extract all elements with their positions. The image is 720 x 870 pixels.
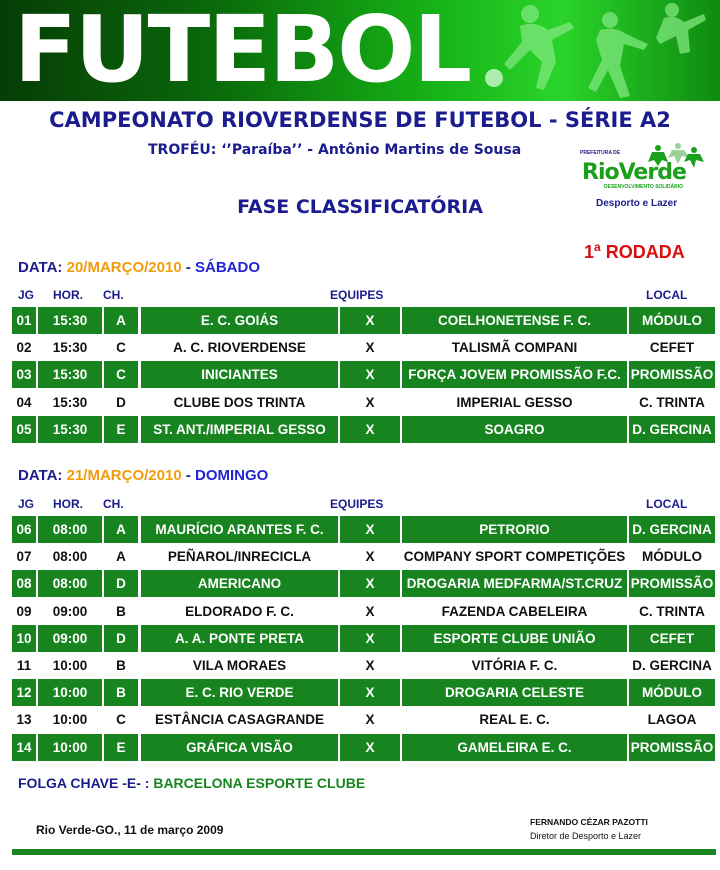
game-number: 13 bbox=[16, 712, 32, 728]
table-row bbox=[12, 625, 715, 652]
table-row bbox=[12, 543, 715, 570]
versus-mark: X bbox=[340, 570, 400, 597]
versus-mark: X bbox=[340, 516, 400, 543]
logo-prefeitura: PREFEITURA DE bbox=[580, 150, 621, 156]
date-line-sunday bbox=[18, 467, 268, 484]
game-time: 08:00 bbox=[38, 516, 102, 543]
game-time: 10:00 bbox=[52, 658, 88, 673]
venue: CEFET bbox=[629, 625, 715, 652]
venue: PROMISSÃO bbox=[629, 361, 715, 388]
home-team: GRÁFICA VISÃO bbox=[141, 734, 338, 761]
game-time: 10:00 bbox=[38, 734, 102, 761]
round-number: 1 bbox=[584, 242, 595, 262]
logo-name: RioVerde bbox=[582, 160, 686, 185]
versus-mark: X bbox=[340, 361, 400, 388]
table-header bbox=[0, 497, 720, 513]
home-team: VILA MORAES bbox=[192, 658, 287, 673]
table-row bbox=[12, 706, 715, 733]
away-team: COMPANY SPORT COMPETIÇÕES bbox=[403, 549, 626, 565]
away-team: FORÇA JOVEM PROMISSÃO F.C. bbox=[402, 361, 627, 388]
away-team: REAL E. C. bbox=[479, 712, 550, 728]
table-row bbox=[12, 570, 715, 597]
date-separator: - bbox=[185, 467, 191, 484]
game-number: 03 bbox=[12, 361, 36, 388]
table-header bbox=[0, 288, 720, 304]
game-number: 01 bbox=[12, 307, 36, 334]
col-local: LOCAL bbox=[646, 288, 688, 302]
game-number: 14 bbox=[12, 734, 36, 761]
venue: C. TRINTA bbox=[639, 603, 705, 619]
game-number: 06 bbox=[12, 516, 36, 543]
weekday: DOMINGO bbox=[195, 467, 269, 484]
round-ordinal: a bbox=[594, 240, 601, 254]
venue: MÓDULO bbox=[629, 307, 715, 334]
home-team: MAURÍCIO ARANTES F. C. bbox=[141, 516, 338, 543]
game-number: 05 bbox=[12, 416, 36, 443]
col-hor: HOR. bbox=[53, 497, 83, 511]
date-label: DATA: bbox=[18, 259, 63, 276]
home-team: ELDORADO F. C. bbox=[185, 603, 294, 619]
header-banner bbox=[0, 0, 720, 101]
venue: PROMISSÃO bbox=[629, 734, 715, 761]
game-time: 08:00 bbox=[38, 570, 102, 597]
game-time: 09:00 bbox=[38, 625, 102, 652]
game-number: 08 bbox=[12, 570, 36, 597]
game-group: D bbox=[116, 394, 126, 410]
table-row bbox=[12, 598, 715, 625]
game-time: 15:30 bbox=[38, 416, 102, 443]
footer-bar bbox=[12, 849, 716, 855]
game-time: 15:30 bbox=[38, 307, 102, 334]
home-team: ESTÂNCIA CASAGRANDE bbox=[154, 712, 324, 728]
game-group: A bbox=[104, 307, 138, 334]
game-group: D bbox=[104, 570, 138, 597]
place-date: Rio Verde-GO., 11 de março 2009 bbox=[36, 823, 224, 837]
game-group: D bbox=[104, 625, 138, 652]
versus-mark: X bbox=[365, 603, 375, 619]
col-equipes: EQUIPES bbox=[330, 288, 384, 302]
venue: D. GERCINA bbox=[632, 658, 712, 673]
versus-mark: X bbox=[365, 394, 375, 410]
bye-label: FOLGA CHAVE -E- : bbox=[18, 775, 150, 791]
date-label: DATA: bbox=[18, 467, 63, 484]
versus-mark: X bbox=[340, 625, 400, 652]
home-team: INICIANTES bbox=[141, 361, 338, 388]
away-team: IMPERIAL GESSO bbox=[456, 394, 573, 410]
home-team: A. C. RIOVERDENSE bbox=[173, 340, 306, 356]
game-time: 08:00 bbox=[52, 549, 88, 565]
game-group: E bbox=[104, 416, 138, 443]
venue: LAGOA bbox=[647, 712, 697, 728]
game-number: 07 bbox=[16, 549, 32, 565]
away-team: VITÓRIA F. C. bbox=[471, 658, 558, 673]
col-jg: JG bbox=[18, 497, 35, 511]
game-group: B bbox=[104, 679, 138, 706]
away-team: ESPORTE CLUBE UNIÃO bbox=[402, 625, 627, 652]
away-team: DROGARIA CELESTE bbox=[402, 679, 627, 706]
venue: CEFET bbox=[649, 340, 695, 356]
table-row bbox=[12, 734, 715, 761]
game-time: 10:00 bbox=[52, 712, 88, 728]
away-team: PETRORIO bbox=[402, 516, 627, 543]
game-time: 15:30 bbox=[38, 361, 102, 388]
date-value: 21/MARÇO/2010 bbox=[66, 467, 182, 484]
game-group: E bbox=[104, 734, 138, 761]
game-group: C bbox=[116, 712, 126, 728]
date-value: 20/MARÇO/2010 bbox=[66, 259, 182, 276]
venue: MÓDULO bbox=[642, 549, 702, 565]
versus-mark: X bbox=[365, 549, 375, 565]
venue: D. GERCINA bbox=[629, 416, 715, 443]
date-line-saturday bbox=[18, 259, 260, 276]
versus-mark: X bbox=[365, 658, 375, 673]
bye-team: BARCELONA ESPORTE CLUBE bbox=[153, 775, 366, 791]
table-row bbox=[12, 307, 715, 334]
signatory-role: Diretor de Desporto e Lazer bbox=[530, 831, 642, 841]
table-row bbox=[12, 516, 715, 543]
game-group: B bbox=[116, 658, 126, 673]
soccer-players-graphic bbox=[460, 0, 720, 101]
table-row bbox=[12, 652, 715, 679]
game-number: 11 bbox=[16, 658, 32, 673]
game-group: A bbox=[116, 549, 126, 565]
home-team: AMERICANO bbox=[141, 570, 338, 597]
table-row bbox=[12, 389, 715, 416]
col-ch: CH. bbox=[103, 497, 124, 511]
away-team: SOAGRO bbox=[402, 416, 627, 443]
venue: D. GERCINA bbox=[629, 516, 715, 543]
table-row bbox=[12, 361, 715, 388]
game-number: 09 bbox=[16, 603, 32, 619]
game-group: C bbox=[104, 361, 138, 388]
versus-mark: X bbox=[340, 307, 400, 334]
col-hor: HOR. bbox=[53, 288, 83, 302]
trophy-subtitle: TROFÉU: ‘’Paraíba’’ - Antônio Martins de Sousa bbox=[148, 142, 522, 158]
venue: PROMISSÃO bbox=[629, 570, 715, 597]
home-team: A. A. PONTE PRETA bbox=[141, 625, 338, 652]
bye-note bbox=[18, 775, 365, 791]
table-row bbox=[12, 334, 715, 361]
home-team: E. C. GOIÁS bbox=[141, 307, 338, 334]
round-label bbox=[584, 240, 685, 263]
versus-mark: X bbox=[365, 712, 375, 728]
banner-title: FUTEBOL bbox=[14, 0, 471, 101]
date-separator: - bbox=[185, 259, 191, 276]
game-number: 12 bbox=[12, 679, 36, 706]
game-time: 09:00 bbox=[52, 603, 88, 619]
col-equipes: EQUIPES bbox=[330, 497, 384, 511]
away-team: COELHONETENSE F. C. bbox=[402, 307, 627, 334]
phase-title: FASE CLASSIFICATÓRIA bbox=[237, 196, 483, 218]
game-number: 04 bbox=[16, 394, 32, 410]
versus-mark: X bbox=[340, 734, 400, 761]
game-group: B bbox=[116, 603, 126, 619]
versus-mark: X bbox=[340, 416, 400, 443]
game-group: A bbox=[104, 516, 138, 543]
game-time: 10:00 bbox=[38, 679, 102, 706]
col-jg: JG bbox=[18, 288, 35, 302]
away-team: GAMELEIRA E. C. bbox=[402, 734, 627, 761]
game-number: 10 bbox=[12, 625, 36, 652]
home-team: E. C. RIO VERDE bbox=[141, 679, 338, 706]
home-team: CLUBE DOS TRINTA bbox=[173, 394, 306, 410]
game-group: C bbox=[116, 340, 126, 356]
signatory-name: FERNANDO CÉZAR PAZOTTI bbox=[530, 817, 648, 827]
table-row bbox=[12, 679, 715, 706]
ball-icon bbox=[485, 69, 503, 87]
game-time: 15:30 bbox=[52, 340, 88, 356]
weekday: SÁBADO bbox=[195, 259, 261, 276]
versus-mark: X bbox=[365, 340, 375, 356]
versus-mark: X bbox=[340, 679, 400, 706]
round-word: RODADA bbox=[605, 242, 685, 262]
away-team: FAZENDA CABELEIRA bbox=[441, 603, 588, 619]
table-row bbox=[12, 416, 715, 443]
col-ch: CH. bbox=[103, 288, 124, 302]
championship-title: CAMPEONATO RIOVERDENSE DE FUTEBOL - SÉRIE A2 bbox=[49, 108, 671, 132]
game-number: 02 bbox=[16, 340, 32, 356]
away-team: TALISMÃ COMPANI bbox=[451, 340, 578, 356]
home-team: PEÑAROL/INRECICLA bbox=[167, 549, 312, 565]
game-time: 15:30 bbox=[52, 394, 88, 410]
venue: C. TRINTA bbox=[639, 394, 705, 410]
logo-department: Desporto e Lazer bbox=[596, 198, 678, 209]
venue: MÓDULO bbox=[629, 679, 715, 706]
col-local: LOCAL bbox=[646, 497, 688, 511]
away-team: DROGARIA MEDFARMA/ST.CRUZ bbox=[402, 570, 627, 597]
home-team: ST. ANT./IMPERIAL GESSO bbox=[141, 416, 338, 443]
logo-tagline: DESENVOLVIMENTO SOLIDÁRIO bbox=[604, 184, 683, 190]
